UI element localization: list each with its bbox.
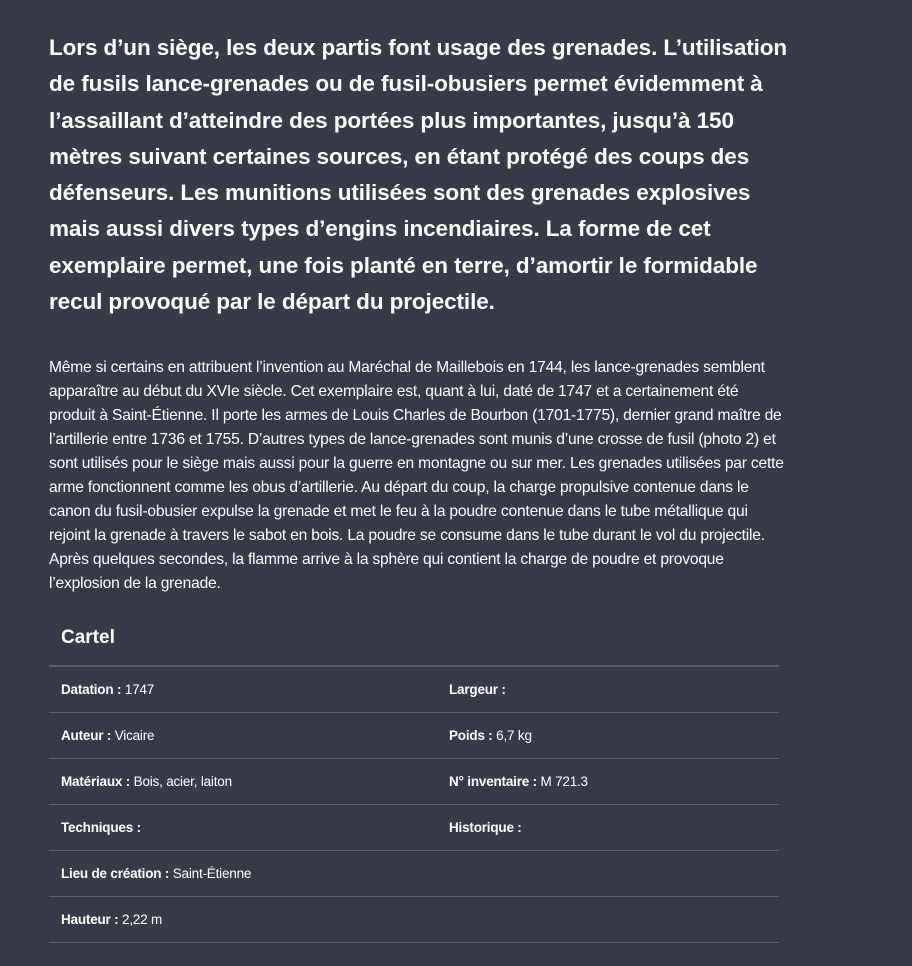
field-poids	[449, 728, 779, 743]
field-lieu-creation	[49, 866, 449, 881]
field-value: M 721.3	[540, 774, 588, 789]
field-label: Matériaux :	[61, 774, 131, 789]
lead-paragraph: Lors d’un siège, les deux partis font usage des grenades. L’utilisation de fusils lance-grenades ou de fusil-obusiers permet évidemment à l’assaillant d’atteindre des portées plus importantes, jusqu’à 150 mètres suivant certaines sources, en étant protégé des coups des défenseurs. Les munitions utilisées sont des grenades explosives mais aussi divers types d’engins incendiaires. La forme de cet exemplaire permet, une fois planté en terre, d’amortir le formidable recul provoqué par le départ du projectile.	[49, 35, 788, 315]
cartel-row	[49, 805, 779, 851]
cartel-title: Cartel	[49, 614, 779, 667]
field-value: Vicaire	[114, 728, 155, 743]
cartel-row	[49, 713, 779, 759]
field-label: Historique :	[449, 820, 522, 835]
body-paragraph: Même si certains en attribuent l’invention au Maréchal de Maillebois en 1744, les lance-grenades semblent apparaître au début du XVIe siècle. Cet exemplaire est, quant à lui, daté de 1747 et a certainement été produit à Saint-Étienne. Il porte les armes de Louis Charles de Bourbon (1701-1775), dernier grand maître de l’artillerie entre 1736 et 1755. D’autres types de lance-grenades sont munis d’une crosse de fusil (photo 2) et sont utilisés pour le siège mais aussi pour la guerre en montagne ou sur mer. Les grenades utilisées par cette arme fonctionnent comme les obus d’artillerie. Au départ du coup, la charge propulsive contenue dans le canon du fusil-obusier expulse la grenade et met le feu à la poudre contenue dans le tube métallique qui rejoint la grenade à travers le sabot en bois. La poudre se consume dans le tube durant le vol du projectile. Après quelques secondes, la flamme arrive à la sphère qui contient la charge de poudre et provoque l’explosion de la grenade.	[49, 359, 784, 592]
field-label: Auteur :	[61, 728, 112, 743]
cartel-table	[49, 614, 779, 943]
field-auteur	[49, 728, 449, 743]
field-label: Datation :	[61, 682, 122, 697]
cartel-row	[49, 667, 779, 713]
cartel-row	[49, 851, 779, 897]
field-techniques	[49, 820, 449, 835]
field-label: Techniques :	[61, 820, 141, 835]
field-label: Poids :	[449, 728, 493, 743]
cartel-row	[49, 759, 779, 805]
field-value: 1747	[124, 682, 155, 697]
cartel-row	[49, 897, 779, 943]
field-label: Hauteur :	[61, 912, 119, 927]
field-value: 2,22 m	[122, 912, 163, 927]
field-label: Lieu de création :	[61, 866, 170, 881]
field-inventaire	[449, 774, 779, 789]
field-value: Bois, acier, laiton	[133, 774, 232, 789]
field-label: N° inventaire :	[449, 774, 537, 789]
field-hauteur	[49, 912, 449, 927]
field-historique	[449, 820, 779, 835]
field-value: Saint-Étienne	[172, 866, 252, 881]
field-largeur	[449, 682, 779, 697]
field-materiaux	[49, 774, 449, 789]
field-label: Largeur :	[449, 682, 506, 697]
field-value: 6,7 kg	[496, 728, 532, 743]
field-datation	[49, 682, 449, 697]
